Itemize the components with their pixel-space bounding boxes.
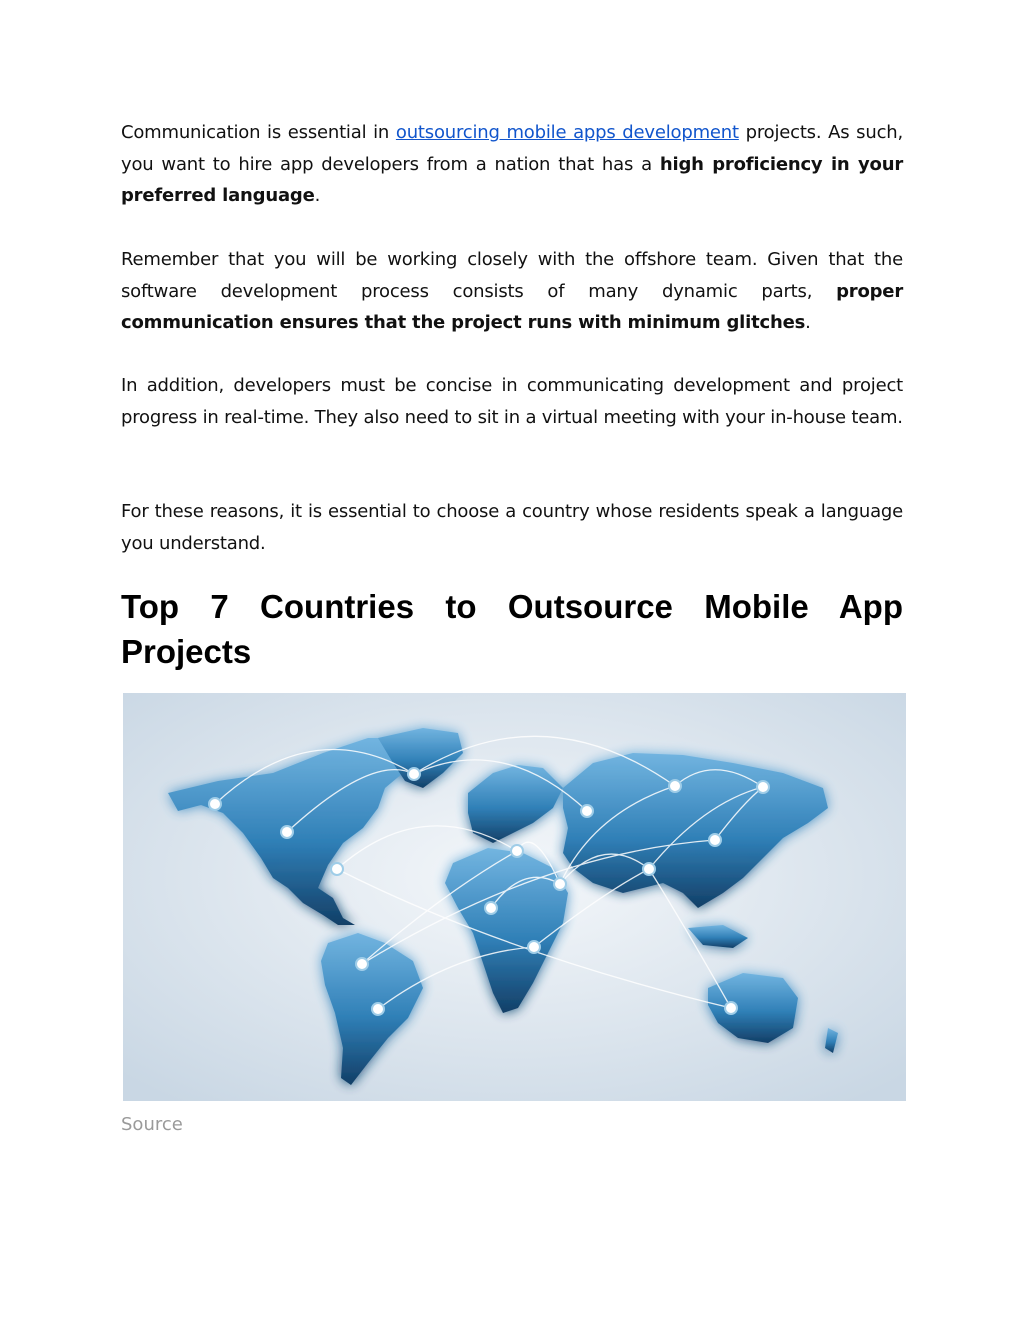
paragraph-text: Communication is essential in: [121, 122, 396, 143]
paragraph-text: projects. As such, you want to hire app developers from a nation that has a: [121, 122, 903, 175]
outsourcing-link[interactable]: outsourcing mobile apps development: [395, 122, 739, 143]
section-heading: Top 7 Countries to Outsource Mobile App Projects: [121, 588, 903, 670]
paragraph-text: Remember that you will be working closely with the offshore team. Given that the software development process consists of many dynamic parts,: [121, 249, 903, 302]
world-map-image: [123, 693, 906, 1101]
paragraph-communication: [121, 117, 903, 212]
paragraph-offshore-team: [121, 244, 903, 339]
bold-text: high proficiency in your preferred language: [121, 153, 904, 206]
bold-text: proper communication ensures that the project runs with minimum glitches: [121, 280, 903, 333]
paragraph-text: .: [805, 312, 811, 333]
paragraph-reasons: For these reasons, it is essential to choose a country whose residents speak a language you understand.: [121, 501, 903, 554]
paragraph-text: .: [314, 185, 321, 206]
paragraph-addition: In addition, developers must be concise in communicating development and project progress in real-time. They also need to sit in a virtual meeting with your in-house team.: [121, 375, 903, 428]
image-source-link[interactable]: Source: [121, 1114, 183, 1135]
